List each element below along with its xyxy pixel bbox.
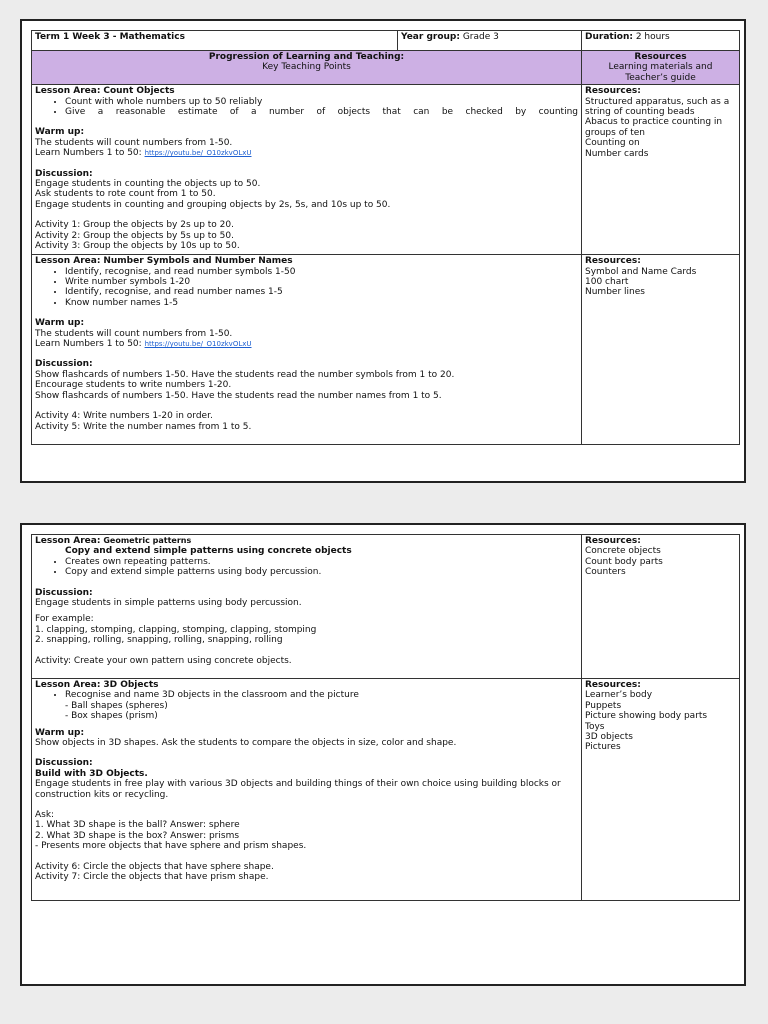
- duration-value: 2 hours: [635, 32, 670, 42]
- resource-item: Counting on: [585, 138, 640, 149]
- discussion-line: Engage students in counting the objects up to 50.: [35, 179, 261, 190]
- resource-item: Counters: [585, 567, 626, 578]
- resources-number-symbols: [582, 255, 740, 445]
- lesson-area-heading: Lesson Area: Number Symbols and Number Names: [35, 256, 293, 267]
- list-item: • Creates own repeating patterns.: [65, 557, 578, 567]
- list-item: • Give a reasonable estimate of a number of objects that can be checked by counting: [65, 107, 578, 117]
- resource-item: Puppets: [585, 700, 622, 711]
- lesson-area-heading: Lesson Area: 3D Objects: [35, 680, 159, 690]
- list-item: • Identify, recognise, and read number symbols 1-50: [65, 267, 578, 277]
- list-item: • Identify, recognise, and read number names 1-5: [65, 287, 578, 297]
- resources-geometric-patterns: [582, 535, 740, 679]
- key-points-list: [35, 97, 578, 118]
- resource-item: Number cards: [585, 148, 649, 159]
- resources-label: Resources:: [585, 256, 641, 267]
- key-points-list: [35, 690, 578, 700]
- example-line: 2. snapping, rolling, snapping, rolling, snapping, rolling: [35, 635, 283, 646]
- activity-line: Activity 2: Group the objects by 5s up to 50.: [35, 230, 234, 241]
- warmup-text: Show objects in 3D shapes. Ask the students to compare the objects in size, color and shape.: [35, 738, 457, 749]
- activity-line: Activity 5: Write the number names from 1 to 5.: [35, 421, 252, 432]
- example-line: 1. clapping, stomping, clapping, stomping, clapping, stomping: [35, 624, 317, 635]
- list-item: • Copy and extend simple patterns using body percussion.: [65, 567, 578, 577]
- resources-subtitle-2: Teacher’s guide: [625, 72, 696, 83]
- discussion-line: Show flashcards of numbers 1-50. Have the students read the number symbols from 1 to 20.: [35, 369, 455, 380]
- ask-item: 1. What 3D shape is the ball? Answer: sphere: [35, 820, 240, 831]
- resources-title: Resources: [634, 52, 687, 62]
- list-item: • Count with whole numbers up to 50 reliably: [65, 97, 578, 107]
- section-3d-objects: [32, 679, 582, 901]
- discussion-line: Show flashcards of numbers 1-50. Have the students read the number names from 1 to 5.: [35, 390, 442, 401]
- warmup-video-line: Learn Numbers 1 to 50: https://youtu.be/_O10zkvOLxU: [35, 339, 252, 350]
- header-year-group: [398, 31, 582, 51]
- warmup-video-line: Learn Numbers 1 to 50: https://youtu.be/_O10zkvOLxU: [35, 148, 252, 159]
- lesson-area-heading: Lesson Area: Geometric patterns: [35, 536, 192, 546]
- lesson-plan-table-1: [31, 30, 740, 445]
- resource-item: Concrete objects: [585, 546, 661, 557]
- video-link[interactable]: https://youtu.be/_O10zkvOLxU: [144, 340, 252, 349]
- list-item: • Recognise and name 3D objects in the classroom and the picture: [65, 690, 578, 700]
- resources-count-objects: [582, 85, 740, 255]
- resources-label: Resources:: [585, 536, 641, 546]
- warmup-label: Warm up:: [35, 318, 85, 329]
- resource-item: Number lines: [585, 287, 645, 298]
- build-title: Build with 3D Objects.: [35, 768, 148, 779]
- discussion-line: Engage students in counting and grouping objects by 2s, 5s, and 10s up to 50.: [35, 199, 391, 210]
- resource-item: Picture showing body parts: [585, 711, 708, 722]
- document-page-2: [20, 523, 746, 986]
- video-link[interactable]: https://youtu.be/_O10zkvOLxU: [144, 149, 252, 158]
- activity-line: Activity 6: Circle the objects that have sphere shape.: [35, 861, 274, 872]
- duration-label: Duration:: [585, 32, 633, 42]
- activity-line: Activity 4: Write numbers 1-20 in order.: [35, 411, 213, 422]
- activity-line: Activity 7: Circle the objects that have prism shape.: [35, 872, 269, 883]
- resources-label: Resources:: [585, 86, 641, 97]
- section-number-symbols: [32, 255, 582, 445]
- activity-line: Activity 1: Group the objects by 2s up to 20.: [35, 220, 234, 231]
- resources-3d-objects: [582, 679, 740, 901]
- section-count-objects: [32, 85, 582, 255]
- example-label: For example:: [35, 614, 94, 625]
- warmup-label: Warm up:: [35, 127, 85, 138]
- resource-item: Pictures: [585, 742, 621, 753]
- key-points-list: [35, 557, 578, 578]
- lesson-plan-table-2: [31, 534, 740, 901]
- resource-item: 3D objects: [585, 732, 633, 743]
- header-duration: [582, 31, 740, 51]
- activity-line: Activity 3: Group the objects by 10s up to 50.: [35, 241, 240, 252]
- discussion-line: Encourage students to write numbers 1-20.: [35, 380, 232, 391]
- header-title: [32, 31, 398, 51]
- discussion-label: Discussion:: [35, 168, 93, 179]
- ask-label: Ask:: [35, 810, 55, 821]
- progression-subtitle: Key Teaching Points: [262, 62, 351, 73]
- ask-item: 2. What 3D shape is the box? Answer: prisms: [35, 830, 240, 841]
- sub-item: - Ball shapes (spheres): [65, 700, 168, 711]
- section-subtitle: Copy and extend simple patterns using concrete objects: [65, 546, 352, 557]
- section-geometric-patterns: [32, 535, 582, 679]
- warmup-text: The students will count numbers from 1-50.: [35, 137, 233, 148]
- lesson-area-heading: Lesson Area: Count Objects: [35, 86, 175, 97]
- discussion-label: Discussion:: [35, 587, 93, 598]
- discussion-line: Engage students in simple patterns using body percussion.: [35, 598, 302, 609]
- resource-item: Toys: [585, 721, 605, 732]
- key-points-list: [35, 267, 578, 309]
- activity-line: Activity: Create your own pattern using concrete objects.: [35, 655, 292, 666]
- resource-item: Learner’s body: [585, 690, 653, 701]
- build-text: Engage students in free play with various 3D objects and building things of their own choice using building blocks or construction kits or recycling.: [35, 779, 561, 800]
- discussion-line: Ask students to rote count from 1 to 50.: [35, 189, 216, 200]
- discussion-label: Discussion:: [35, 758, 93, 769]
- resources-label: Resources:: [585, 680, 641, 690]
- progression-header: [32, 51, 582, 85]
- discussion-label: Discussion:: [35, 359, 93, 370]
- term-title: Term 1 Week 3 - Mathematics: [35, 32, 185, 42]
- ask-item: - Presents more objects that have sphere and prism shapes.: [35, 841, 307, 852]
- sub-item: - Box shapes (prism): [65, 711, 158, 722]
- list-item: • Write number symbols 1-20: [65, 277, 578, 287]
- resource-item: Abacus to practice counting in groups of ten: [585, 117, 723, 138]
- resource-item: Count body parts: [585, 556, 663, 567]
- resource-item: Structured apparatus, such as a string of counting beads: [585, 96, 730, 118]
- resource-item: Symbol and Name Cards: [585, 266, 697, 277]
- resource-item: 100 chart: [585, 277, 629, 288]
- warmup-label: Warm up:: [35, 727, 85, 738]
- document-page-1: [20, 19, 746, 483]
- progression-title: Progression of Learning and Teaching:: [208, 52, 405, 62]
- year-group-label: Year group:: [401, 32, 460, 42]
- resources-subtitle-1: Learning materials and: [608, 62, 713, 73]
- year-group-value: Grade 3: [462, 32, 499, 42]
- resources-header: [582, 51, 740, 85]
- list-item: • Know number names 1-5: [65, 298, 578, 308]
- warmup-text: The students will count numbers from 1-50.: [35, 328, 233, 339]
